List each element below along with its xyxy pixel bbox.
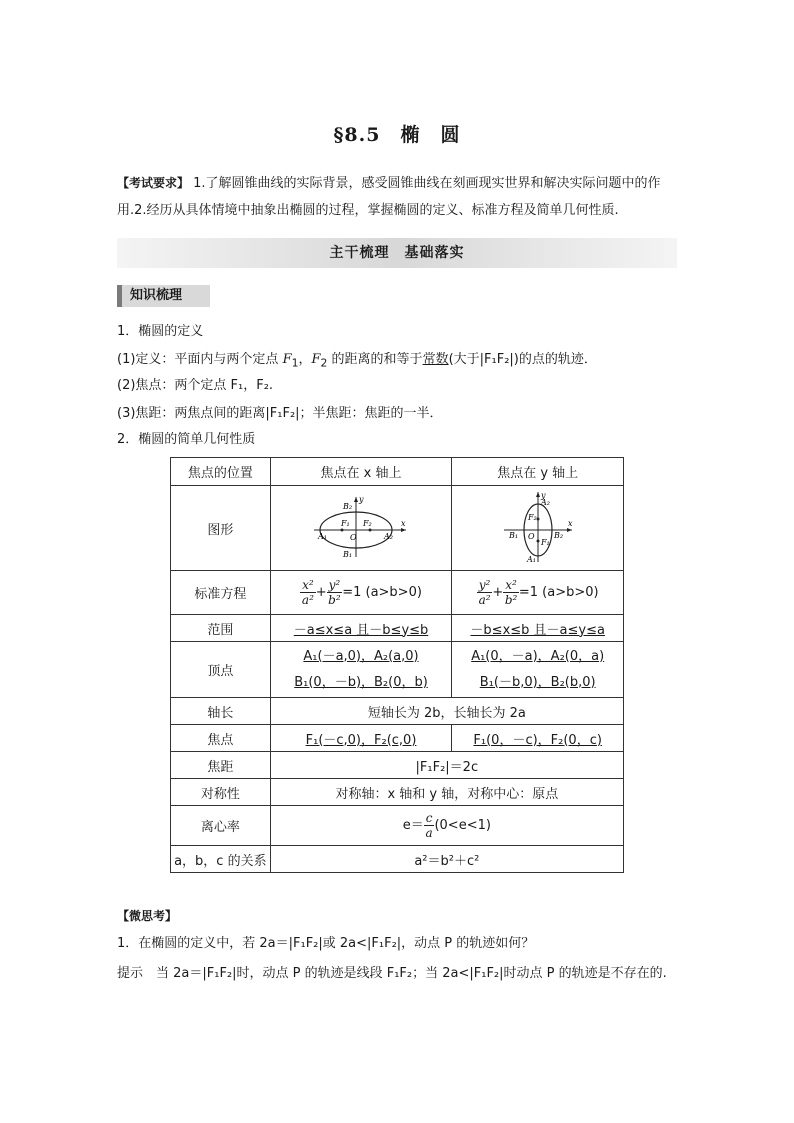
svg-text:x: x bbox=[401, 519, 406, 528]
ellipse-y-diagram bbox=[498, 488, 578, 564]
table-row bbox=[171, 806, 624, 846]
row-label: 顶点 bbox=[171, 642, 271, 698]
row-label: 图形 bbox=[171, 486, 271, 571]
svg-text:y: y bbox=[540, 491, 546, 500]
row-label: a，b，c 的关系 bbox=[171, 846, 271, 873]
requirement-tag: 【考试要求】 bbox=[117, 176, 190, 190]
ellipse-x-diagram bbox=[306, 491, 416, 561]
row-label: 标准方程 bbox=[171, 571, 271, 615]
row-label: 焦距 bbox=[171, 752, 271, 779]
svg-text:A₁: A₁ bbox=[526, 555, 536, 564]
svg-text:F₁: F₁ bbox=[540, 538, 550, 547]
axis-length: 短轴长为 2b，长轴长为 2a bbox=[270, 698, 623, 725]
properties-heading: 2．椭圆的简单几何性质 bbox=[117, 432, 256, 447]
table-row bbox=[171, 846, 624, 873]
definition-heading: 1．椭圆的定义 bbox=[117, 324, 204, 339]
x-axis-ellipse-figure bbox=[270, 486, 452, 571]
svg-text:F₁: F₁ bbox=[341, 519, 350, 528]
def-text-mid: 的距离的和等于 bbox=[327, 352, 423, 367]
definition-line-1: (1)定义：平面内与两个定点 $F_1$，$F_2$ 的距离的和等于常数(大于|F₁F₂|)的点的轨迹． bbox=[117, 352, 597, 370]
table-row bbox=[171, 458, 624, 486]
definition-line-3: (3)焦距：两焦点间的距离|F₁F₂|；半焦距：焦距的一半． bbox=[117, 406, 443, 421]
x-foci: F₁(－c,0)，F₂(c,0) bbox=[270, 725, 452, 752]
svg-text:F₂: F₂ bbox=[363, 519, 372, 528]
svg-text:O: O bbox=[350, 533, 357, 542]
think-hint-1: 提示 当 2a＝|F₁F₂|时，动点 P 的轨迹是线段 F₁F₂；当 2a<|F₁F₂|时动点 P 的轨迹是不存在的. bbox=[117, 966, 667, 981]
row-label: 范围 bbox=[171, 615, 271, 642]
table-row bbox=[171, 725, 624, 752]
page-title: §8.5 椭 圆 bbox=[333, 124, 461, 146]
x-standard-equation: $\frac{\text{x²}}{\text{a²}}$ + $\frac{\text{y²}}{\text{b²}}$ =1 (a>b>0) bbox=[270, 571, 452, 615]
table-row bbox=[171, 571, 624, 615]
vertex-b: B₁(0，－b)，B₂(0，b) bbox=[294, 674, 428, 690]
svg-text:A₂: A₂ bbox=[540, 498, 550, 507]
y-foci: F₁(0，－c)，F₂(0，c) bbox=[452, 725, 624, 752]
table-row bbox=[171, 642, 624, 698]
def-text-post: (大于|F₁F₂|)的点的轨迹． bbox=[448, 352, 597, 367]
exam-requirement bbox=[117, 170, 677, 224]
svg-text:B₂: B₂ bbox=[343, 502, 353, 511]
def-text-pre: (1)定义：平面内与两个定点 bbox=[117, 352, 283, 367]
def-text-underlined: 常数 bbox=[422, 352, 449, 367]
y-range: －b≤x≤b 且－a≤y≤a bbox=[452, 615, 624, 642]
y-vertices bbox=[452, 642, 624, 698]
svg-text:O: O bbox=[527, 532, 535, 541]
requirement-text: 1.了解圆锥曲线的实际背景，感受圆锥曲线在刻画现实世界和解决实际问题中的作用.2.经历从具体情境中抽象出椭圆的过程，掌握椭圆的定义、标准方程及简单几何性质. bbox=[117, 176, 661, 218]
ellipse-properties-table bbox=[170, 457, 624, 873]
y-standard-equation: $\frac{\text{y²}}{\text{a²}}$ + $\frac{\text{x²}}{\text{b²}}$ =1 (a>b>0) bbox=[452, 571, 624, 615]
section-banner bbox=[117, 238, 677, 268]
table-row bbox=[171, 752, 624, 779]
banner-title: 主干梳理 基础落实 bbox=[329, 245, 465, 261]
row-label: 焦点 bbox=[171, 725, 271, 752]
header-cell: 焦点在 x 轴上 bbox=[270, 458, 452, 486]
micro-think-tag: 【微思考】 bbox=[117, 909, 178, 923]
eccentricity: e＝ $\frac{c}{a}$ (0<e<1) bbox=[270, 806, 623, 846]
think-question-1: 1．在椭圆的定义中，若 2a＝|F₁F₂|或 2a<|F₁F₂|，动点 P 的轨迹如何？ bbox=[117, 936, 535, 951]
x-vertices bbox=[270, 642, 452, 698]
row-label: 轴长 bbox=[171, 698, 271, 725]
header-cell: 焦点在 y 轴上 bbox=[452, 458, 624, 486]
table-row bbox=[171, 486, 624, 571]
symmetry: 对称轴：x 轴和 y 轴，对称中心：原点 bbox=[270, 779, 623, 806]
svg-text:y: y bbox=[359, 495, 364, 504]
vertex-a: A₁(－a,0)，A₂(a,0) bbox=[303, 648, 419, 664]
y-axis-ellipse-figure bbox=[452, 486, 624, 571]
table-row bbox=[171, 615, 624, 642]
equation-condition: =1 (a>b>0) bbox=[518, 585, 599, 600]
svg-text:B₁: B₁ bbox=[508, 531, 518, 540]
vertex-b: B₁(－b,0)，B₂(b,0) bbox=[479, 674, 596, 690]
svg-text:B₂: B₂ bbox=[553, 531, 563, 540]
svg-text:B₁: B₁ bbox=[343, 550, 353, 559]
row-label: 离心率 bbox=[171, 806, 271, 846]
knowledge-section-label: 知识梳理 bbox=[130, 288, 183, 303]
focal-distance: |F₁F₂|＝2c bbox=[270, 752, 623, 779]
table-row bbox=[171, 698, 624, 725]
svg-text:F₂: F₂ bbox=[527, 513, 537, 522]
svg-text:A₁: A₁ bbox=[318, 532, 327, 541]
equation-condition: =1 (a>b>0) bbox=[342, 585, 422, 600]
svg-text:x: x bbox=[567, 519, 573, 528]
header-cell: 焦点的位置 bbox=[171, 458, 271, 486]
ecc-prefix: e＝ bbox=[402, 818, 424, 833]
definition-line-2: (2)焦点：两个定点 F₁，F₂. bbox=[117, 378, 274, 393]
ecc-condition: (0<e<1) bbox=[434, 818, 491, 833]
svg-text:A₂: A₂ bbox=[384, 532, 393, 541]
knowledge-section-tag bbox=[117, 285, 210, 307]
x-range: －a≤x≤a 且－b≤y≤b bbox=[270, 615, 452, 642]
row-label: 对称性 bbox=[171, 779, 271, 806]
table-row bbox=[171, 779, 624, 806]
abc-relation: a²＝b²＋c² bbox=[270, 846, 623, 873]
vertex-a: A₁(0，－a)，A₂(0，a) bbox=[471, 648, 605, 664]
